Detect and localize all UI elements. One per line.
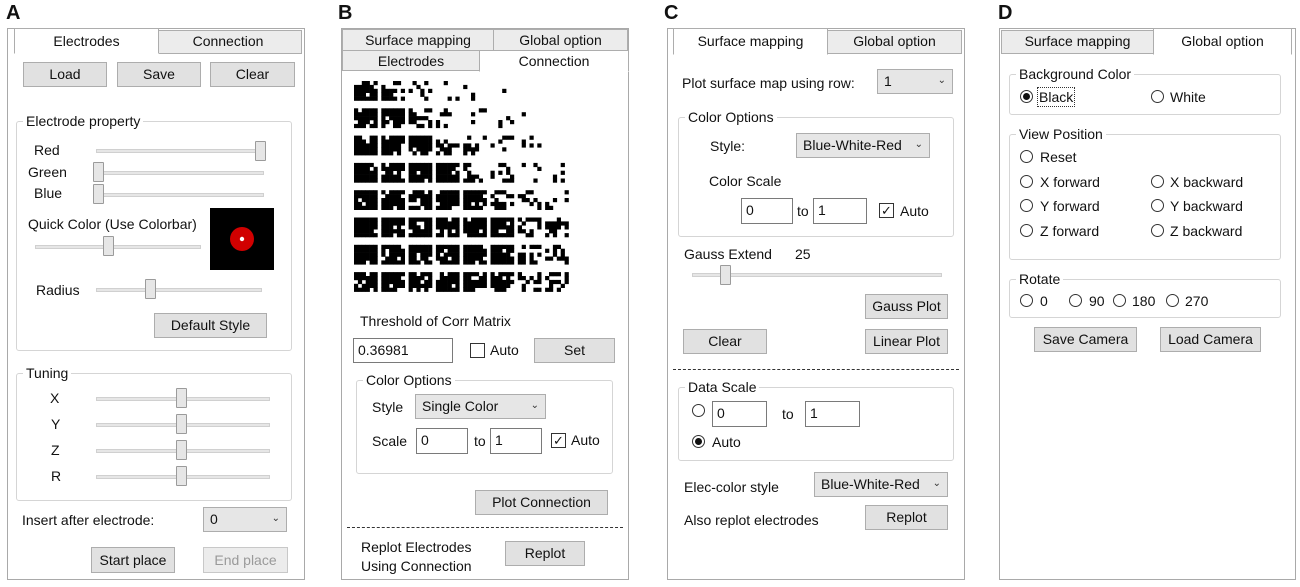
quick-color-label: Quick Color (Use Colorbar) <box>28 216 197 232</box>
gauss-extend-label: Gauss Extend <box>684 246 772 262</box>
plot-row-value: 1 <box>884 73 892 89</box>
color-scale-auto-checkbox[interactable] <box>879 203 894 218</box>
scale-from-input[interactable]: 0 <box>416 428 468 454</box>
red-slider-thumb[interactable] <box>255 141 266 161</box>
plot-row-label: Plot surface map using row: <box>682 75 855 91</box>
style-select-value: Single Color <box>422 398 499 414</box>
tab-surface-mapping[interactable]: Surface mapping <box>1001 30 1154 54</box>
scale-label: Scale <box>372 433 408 449</box>
rotate-270-radio[interactable] <box>1166 294 1179 307</box>
view-y-forward-radio[interactable] <box>1020 199 1033 212</box>
panel-letter-b: B <box>338 2 353 24</box>
tuning-x-label: X <box>50 390 60 406</box>
auto-label: Auto <box>490 342 519 358</box>
color-scale-to-input[interactable]: 1 <box>813 198 867 224</box>
panel-b <box>341 28 629 580</box>
green-label: Green <box>28 164 67 180</box>
style-select[interactable] <box>415 394 546 419</box>
data-scale-manual-radio[interactable] <box>692 404 705 417</box>
replot-label-line1: Replot Electrodes <box>361 539 472 555</box>
bg-black-label: Black <box>1039 89 1074 105</box>
tuning-x-thumb[interactable] <box>176 388 187 408</box>
elec-color-value: Blue-White-Red <box>821 476 920 492</box>
view-reset-label: Reset <box>1040 149 1077 165</box>
clear-button[interactable]: Clear <box>683 329 767 354</box>
replot-label-line2: Using Connection <box>361 558 472 574</box>
panel-letter-a: A <box>6 2 21 24</box>
view-x-forward-radio[interactable] <box>1020 175 1033 188</box>
color-scale-to-label: to <box>797 203 809 219</box>
replot-button[interactable]: Replot <box>505 541 585 566</box>
view-x-backward-radio[interactable] <box>1151 175 1164 188</box>
chevron-down-icon: ⌄ <box>914 139 923 150</box>
tuning-z-label: Z <box>51 442 60 458</box>
linear-plot-button[interactable]: Linear Plot <box>865 329 948 354</box>
tuning-r-label: R <box>51 468 62 484</box>
tuning-y-thumb[interactable] <box>176 414 187 434</box>
view-x-forward-label: X forward <box>1040 174 1100 190</box>
panel-a <box>7 28 305 580</box>
rotate-180-label: 180 <box>1132 293 1156 309</box>
tuning-title: Tuning <box>23 364 71 382</box>
clear-button[interactable]: Clear <box>210 62 295 87</box>
tab-connection[interactable]: Connection <box>479 50 629 72</box>
color-scale-from-input[interactable]: 0 <box>741 198 793 224</box>
check-icon: ✓ <box>881 203 892 218</box>
rotate-180-radio[interactable] <box>1113 294 1126 307</box>
view-reset-radio[interactable] <box>1020 150 1033 163</box>
color-scale-label: Color Scale <box>709 173 782 189</box>
quick-color-slider-thumb[interactable] <box>103 236 114 256</box>
end-place-button[interactable]: End place <box>203 547 288 573</box>
threshold-label: Threshold of Corr Matrix <box>360 313 511 329</box>
tab-electrodes[interactable]: Electrodes <box>14 28 159 54</box>
chevron-down-icon: ⌄ <box>932 478 941 489</box>
tab-global-option[interactable]: Global option <box>1153 28 1292 55</box>
check-icon: ✓ <box>553 433 564 448</box>
red-label: Red <box>34 142 60 158</box>
rotate-0-label: 0 <box>1040 293 1048 309</box>
plot-row-select[interactable] <box>877 69 953 94</box>
tab-surface-mapping[interactable]: Surface mapping <box>342 29 494 51</box>
radius-label: Radius <box>36 282 80 298</box>
tuning-z-thumb[interactable] <box>176 440 187 460</box>
rotate-title: Rotate <box>1016 270 1063 288</box>
tab-global-option[interactable]: Global option <box>493 29 628 51</box>
chevron-down-icon: ⌄ <box>271 513 280 524</box>
view-y-backward-radio[interactable] <box>1151 199 1164 212</box>
style-label: Style: <box>710 138 746 154</box>
also-replot-label: Also replot electrodes <box>684 512 819 528</box>
electrode-preview-dot-icon <box>210 208 274 270</box>
radius-slider-thumb[interactable] <box>145 279 156 299</box>
divider <box>347 527 623 528</box>
set-button[interactable]: Set <box>534 338 615 363</box>
chevron-down-icon: ⌄ <box>937 75 946 86</box>
rotate-0-radio[interactable] <box>1020 294 1033 307</box>
background-color-title: Background Color <box>1016 65 1134 83</box>
scale-auto-checkbox[interactable] <box>551 433 566 448</box>
bg-white-radio[interactable] <box>1151 90 1164 103</box>
threshold-input[interactable]: 0.36981 <box>353 338 453 363</box>
view-z-backward-radio[interactable] <box>1151 224 1164 237</box>
red-slider-track <box>96 149 266 153</box>
style-select[interactable] <box>796 133 930 158</box>
start-place-button[interactable]: Start place <box>91 547 175 573</box>
connection-matrix <box>354 81 578 327</box>
auto-checkbox[interactable] <box>470 343 485 358</box>
rotate-90-label: 90 <box>1089 293 1105 309</box>
style-label: Style <box>372 399 404 415</box>
scale-to-input[interactable]: 1 <box>490 428 542 454</box>
view-z-forward-radio[interactable] <box>1020 224 1033 237</box>
load-button[interactable]: Load <box>23 62 107 87</box>
insert-after-label: Insert after electrode: <box>22 512 155 528</box>
view-y-backward-label: Y backward <box>1170 198 1243 214</box>
view-x-backward-label: X backward <box>1170 174 1244 190</box>
blue-slider-track <box>96 193 264 197</box>
panel-letter-c: C <box>664 2 679 24</box>
elec-color-select[interactable] <box>814 472 948 497</box>
bg-black-radio[interactable] <box>1020 90 1033 103</box>
tab-connection[interactable]: Connection <box>154 30 302 54</box>
matrix-cells <box>354 81 569 292</box>
quick-color-slider-track <box>35 245 201 249</box>
gauss-plot-button[interactable]: Gauss Plot <box>865 294 948 319</box>
replot-button[interactable]: Replot <box>865 505 948 530</box>
save-camera-button[interactable]: Save Camera <box>1034 327 1137 352</box>
divider <box>673 369 959 370</box>
tab-electrodes[interactable]: Electrodes <box>342 50 480 71</box>
gauss-extend-thumb[interactable] <box>720 265 731 285</box>
rotate-270-label: 270 <box>1185 293 1209 309</box>
data-scale-from-input[interactable]: 0 <box>712 401 767 427</box>
plot-connection-button[interactable]: Plot Connection <box>475 490 608 515</box>
panel-d <box>999 28 1296 580</box>
insert-after-select[interactable] <box>203 507 287 532</box>
load-camera-button[interactable]: Load Camera <box>1160 327 1261 352</box>
color-options-title: Color Options <box>685 108 777 126</box>
view-position-title: View Position <box>1016 125 1106 143</box>
view-z-forward-label: Z forward <box>1040 223 1100 239</box>
color-options-title: Color Options <box>363 371 455 389</box>
tab-global-option[interactable]: Global option <box>827 30 962 54</box>
save-button[interactable]: Save <box>117 62 201 87</box>
green-slider-thumb[interactable] <box>93 162 104 182</box>
tuning-y-label: Y <box>51 416 61 432</box>
green-slider-track <box>96 171 264 175</box>
scale-to-label: to <box>474 433 486 449</box>
data-scale-auto-label: Auto <box>712 434 741 450</box>
scale-auto-label: Auto <box>571 432 600 448</box>
chevron-down-icon: ⌄ <box>530 400 539 411</box>
panel-c <box>667 28 965 580</box>
gauss-extend-value: 25 <box>795 246 811 262</box>
blue-label: Blue <box>34 185 63 201</box>
view-y-forward-label: Y forward <box>1040 198 1100 214</box>
elec-color-label: Elec-color style <box>684 479 779 495</box>
tuning-r-thumb[interactable] <box>176 466 187 486</box>
data-scale-to-input[interactable]: 1 <box>805 401 860 427</box>
view-z-backward-label: Z backward <box>1170 223 1243 239</box>
panel-letter-d: D <box>998 2 1013 24</box>
insert-after-value: 0 <box>210 511 218 527</box>
bg-white-label: White <box>1170 89 1206 105</box>
electrode-property-title: Electrode property <box>23 112 143 130</box>
tab-surface-mapping[interactable]: Surface mapping <box>673 28 828 55</box>
blue-slider-thumb[interactable] <box>93 184 104 204</box>
electrode-color-preview <box>210 208 274 270</box>
default-style-button[interactable]: Default Style <box>154 313 267 338</box>
data-scale-auto-radio[interactable] <box>692 435 705 448</box>
style-select-value: Blue-White-Red <box>803 137 902 153</box>
radius-slider-track <box>96 288 262 292</box>
data-scale-title: Data Scale <box>685 378 759 396</box>
data-scale-to-label: to <box>782 406 794 422</box>
rotate-90-radio[interactable] <box>1069 294 1082 307</box>
color-scale-auto-label: Auto <box>900 203 929 219</box>
